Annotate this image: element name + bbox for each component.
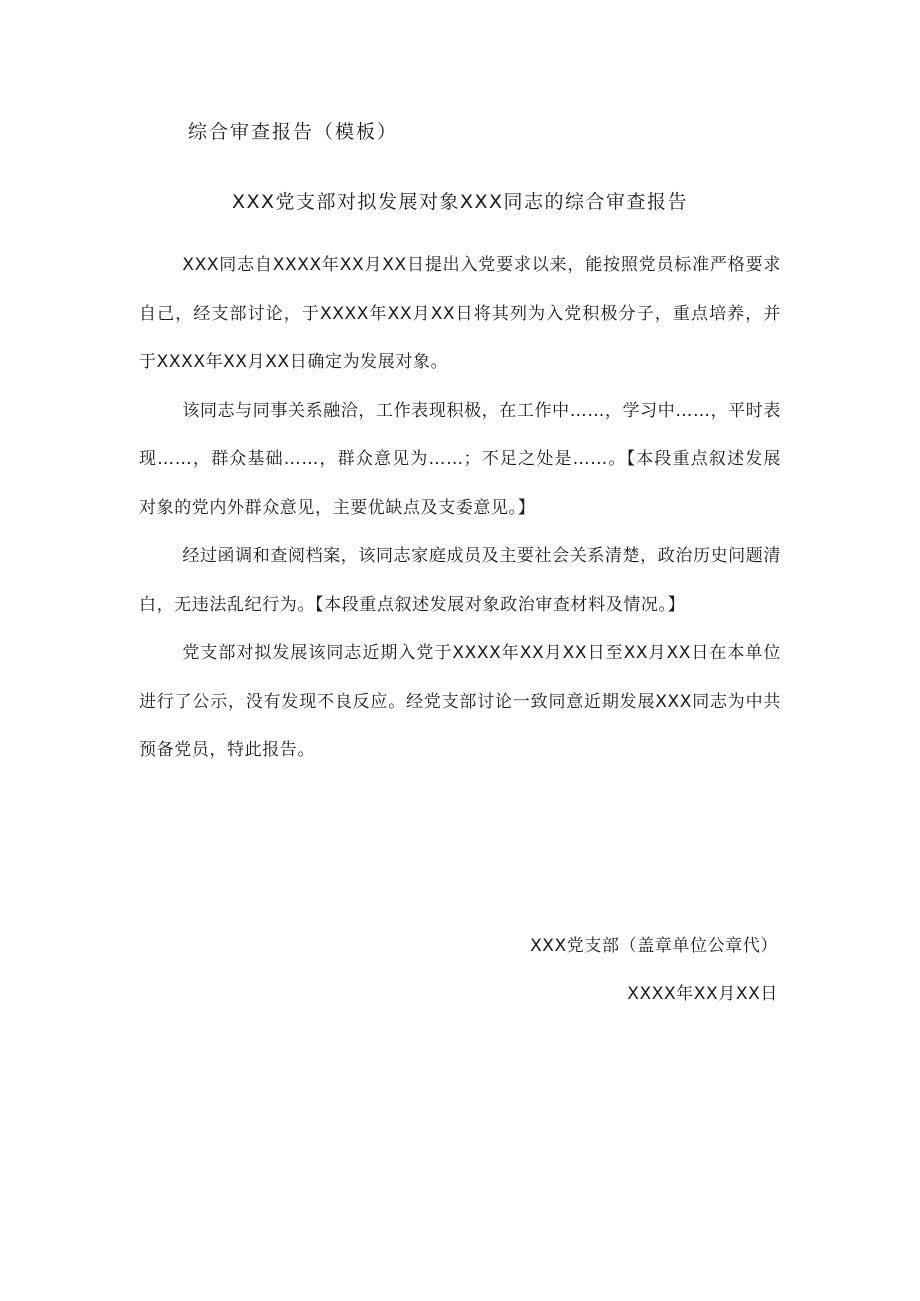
paragraph-conclusion: 党支部对拟发展该同志近期入党于XXXX年XX月XX日至XX月XX日在本单位进行了公示，没有发现不良反应。经党支部讨论一致同意近期发展XXX同志为中共预备党员，特此报告。 xyxy=(139,643,781,760)
paragraph-application: XXX同志自XXXX年XX月XX日提出入党要求以来，能按照党员标准严格要求自己，经支部讨论，于XXXX年XX月XX日将其列为入党积极分子，重点培养，并于XXXX年XX月XX日确定为发展对象。 xyxy=(139,255,781,372)
signature-organization: XXX党支部（盖章单位公章代） xyxy=(530,936,778,956)
signature-block xyxy=(530,922,778,1018)
report-title: XXX党支部对拟发展对象XXX同志的综合审查报告 xyxy=(231,191,689,213)
paragraph-performance: 该同志与同事关系融洽，工作表现积极，在工作中……，学习中……，平时表现……，群众基础……，群众意见为……；不足之处是……。【本段重点叙述发展对象的党内外群众意见，主要优缺点及支委意见。】 xyxy=(139,400,781,518)
paragraph-political-review: 经过函调和查阅档案，该同志家庭成员及主要社会关系清楚，政治历史问题清白，无违法乱纪行为。【本段重点叙述发展对象政治审查材料及情况。】 xyxy=(139,546,781,615)
report-body xyxy=(139,241,781,775)
template-label: 综合审查报告（模板） xyxy=(188,121,399,143)
signature-date: XXXX年XX月XX日 xyxy=(627,984,778,1004)
